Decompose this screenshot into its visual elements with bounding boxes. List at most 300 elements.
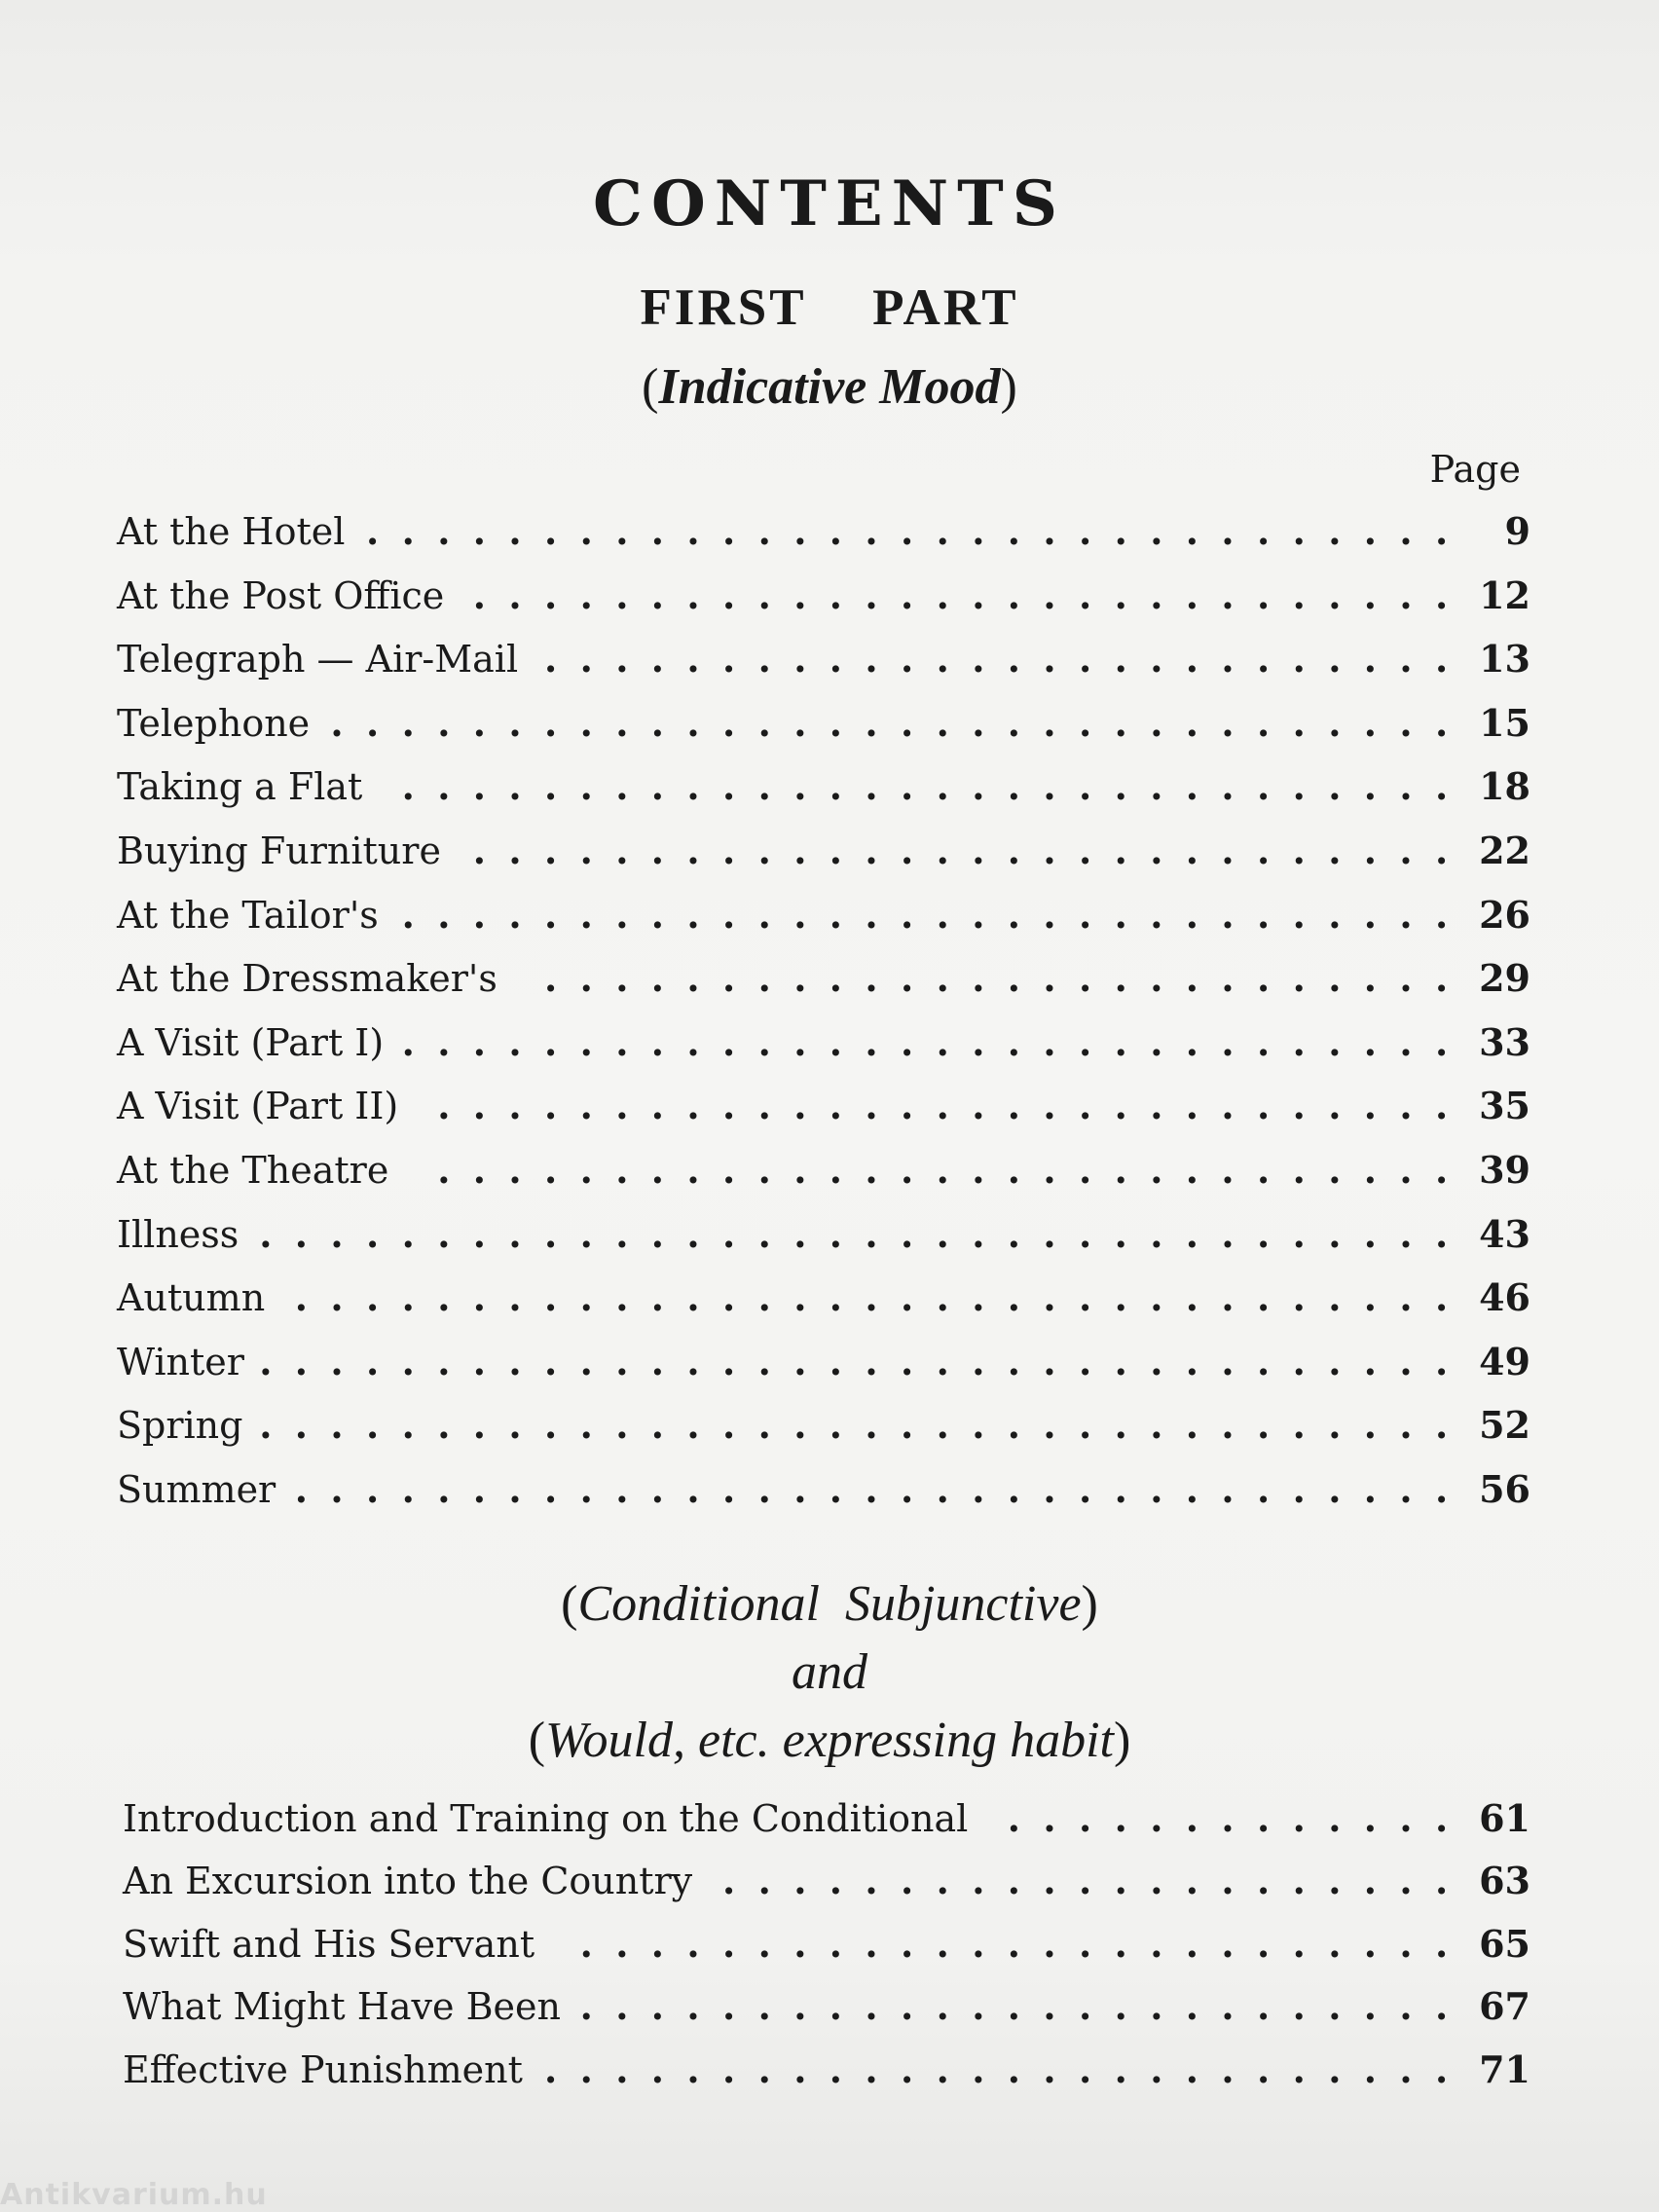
leader-dot: . bbox=[793, 572, 807, 617]
leader-dot: . bbox=[686, 764, 700, 809]
toc-entry-page: 12 bbox=[1479, 572, 1530, 617]
leader-dot: . bbox=[1257, 956, 1271, 1001]
leader-dot: . bbox=[579, 1984, 593, 2029]
leader-dot: . bbox=[1114, 1211, 1127, 1256]
leader-dot: . bbox=[972, 1921, 985, 1966]
leader-dot: . bbox=[1079, 509, 1092, 553]
toc-entry bbox=[117, 628, 1530, 690]
leader-dot: . bbox=[757, 1984, 771, 2029]
leader-dot: . bbox=[1399, 572, 1413, 617]
leader-dot: . bbox=[1399, 1467, 1413, 1511]
leader-dot: . bbox=[1043, 509, 1056, 553]
leader-dot: . bbox=[1150, 1084, 1163, 1128]
leader-dot: . bbox=[901, 572, 914, 617]
leader-dot: . bbox=[793, 1148, 807, 1192]
leader-dot: . bbox=[1399, 2046, 1413, 2091]
leader-dot: . bbox=[401, 892, 415, 937]
leader-dot: . bbox=[1363, 1211, 1378, 1256]
leader-dot: . bbox=[1257, 1019, 1271, 1064]
leader-dot: . bbox=[1007, 1921, 1021, 1966]
leader-dot: . bbox=[650, 1019, 665, 1064]
leader-dot: . bbox=[972, 1859, 985, 1903]
leader-dot: . bbox=[1292, 892, 1306, 937]
leader-dot: . bbox=[686, 1211, 700, 1256]
leader-dot: . bbox=[1114, 892, 1127, 937]
toc-entry bbox=[117, 947, 1530, 1010]
leader-dot: . bbox=[757, 1275, 771, 1320]
leader-dot: . bbox=[972, 1403, 985, 1448]
leader-dot: . bbox=[901, 1211, 914, 1256]
leader-dot: . bbox=[1043, 1403, 1056, 1448]
leader-dot: . bbox=[1221, 1019, 1235, 1064]
leader-dot: . bbox=[865, 1859, 878, 1903]
leader-dot: . bbox=[1257, 1339, 1271, 1383]
leader-dot: . bbox=[579, 1211, 593, 1256]
leader-dot: . bbox=[1007, 1467, 1021, 1511]
leader-dot: . bbox=[615, 572, 629, 617]
leader-dot: . bbox=[722, 1339, 736, 1383]
leader-dot: . bbox=[901, 1339, 914, 1383]
leader-dot: . bbox=[901, 1019, 914, 1064]
leader-dot: . bbox=[544, 956, 558, 1001]
section-title-line3: Would, etc. expressing habit bbox=[545, 1713, 1114, 1768]
leader-dot: . bbox=[865, 1148, 878, 1192]
leader-dot: . bbox=[972, 892, 985, 937]
leader-dot: . bbox=[865, 764, 878, 809]
leader-dot: . bbox=[1399, 1403, 1413, 1448]
leader-dot: . bbox=[1292, 509, 1306, 553]
leader-dot: . bbox=[508, 764, 522, 809]
section-title-conditional bbox=[0, 1575, 1659, 1633]
leader-dot: . bbox=[686, 1019, 700, 1064]
leader-dot: . bbox=[1114, 1467, 1127, 1511]
leader-dot: . bbox=[722, 1211, 736, 1256]
leader-dot: . bbox=[1399, 1084, 1413, 1128]
leader-dot: . bbox=[1150, 1859, 1163, 1903]
watermark-text: Antikvarium.hu bbox=[0, 2178, 268, 2212]
leader-dot: . bbox=[757, 892, 771, 937]
leader-dot: . bbox=[508, 572, 522, 617]
leader-dot: . bbox=[865, 1084, 878, 1128]
leader-dot: . bbox=[650, 637, 665, 682]
leader-dot: . bbox=[1399, 700, 1413, 745]
leader-dot: . bbox=[972, 829, 985, 872]
leader-dot: . bbox=[1257, 764, 1271, 809]
leader-dot: . bbox=[1007, 509, 1021, 553]
leader-dot: . bbox=[722, 1403, 736, 1448]
leader-dot: . bbox=[1150, 2046, 1163, 2091]
leader-dot: . bbox=[1292, 1403, 1306, 1448]
leader-dot: . bbox=[1328, 2046, 1342, 2091]
leader-dot: . bbox=[579, 1148, 593, 1192]
leader-dot: . bbox=[1079, 956, 1092, 1001]
leader-dot: . bbox=[1292, 829, 1306, 872]
leader-dot: . bbox=[1257, 1403, 1271, 1448]
leader-dot: . bbox=[615, 1467, 629, 1511]
leader-dot: . bbox=[1328, 956, 1342, 1001]
leader-dot: . bbox=[437, 1275, 451, 1320]
close-paren: ) bbox=[1000, 359, 1017, 415]
leader-dot: . bbox=[1257, 572, 1271, 617]
leader-dot: . bbox=[722, 1859, 736, 1903]
leader-dot: . bbox=[1328, 1019, 1342, 1064]
leader-dot: . bbox=[722, 1275, 736, 1320]
leader-dot: . bbox=[330, 1403, 344, 1448]
leader-dot: . bbox=[579, 637, 593, 682]
leader-dot: . bbox=[1150, 700, 1163, 745]
leader-dot: . bbox=[901, 637, 914, 682]
leader-dot: . bbox=[722, 1019, 736, 1064]
leader-dot: . bbox=[437, 764, 451, 809]
leader-dot: . bbox=[1007, 1859, 1021, 1903]
leader-dot: . bbox=[1435, 509, 1449, 553]
leader-dot: . bbox=[901, 1084, 914, 1128]
leader-dot: . bbox=[1435, 1796, 1449, 1840]
leader-dot: . bbox=[1185, 892, 1199, 937]
leader-dot: . bbox=[1114, 764, 1127, 809]
leader-dot: . bbox=[757, 1339, 771, 1383]
leader-dot: . bbox=[1079, 1796, 1092, 1840]
leader-dot: . bbox=[1150, 572, 1163, 617]
leader-dot: . bbox=[1221, 1859, 1235, 1903]
toc-entry bbox=[123, 1975, 1530, 2038]
leader-dot: . bbox=[1114, 1859, 1127, 1903]
leader-dot: . bbox=[544, 637, 558, 682]
leader-dot: . bbox=[1435, 637, 1449, 682]
leader-dot: . bbox=[757, 1211, 771, 1256]
leader-dot: . bbox=[330, 1339, 344, 1383]
leader-dot: . bbox=[936, 637, 949, 682]
leader-dot: . bbox=[1363, 700, 1378, 745]
leader-dot: . bbox=[901, 1921, 914, 1966]
leader-dot: . bbox=[1043, 892, 1056, 937]
leader-dot: . bbox=[793, 1859, 807, 1903]
leader-dot: . bbox=[793, 1339, 807, 1383]
toc-entry-page: 67 bbox=[1479, 1984, 1530, 2029]
leader-dot: . bbox=[972, 1984, 985, 2029]
leader-dot: . bbox=[829, 1084, 843, 1128]
toc-entry bbox=[117, 1075, 1530, 1137]
leader-dot: . bbox=[1221, 1211, 1235, 1256]
leader-dot: . bbox=[1007, 1339, 1021, 1383]
leader-dot: . bbox=[1043, 2046, 1056, 2091]
toc-entry bbox=[117, 1139, 1530, 1201]
leader-dot: . bbox=[829, 1019, 843, 1064]
leader-dot: . bbox=[901, 1984, 914, 2029]
leader-dot: . bbox=[1399, 1859, 1413, 1903]
leader-dot: . bbox=[1007, 1403, 1021, 1448]
leader-dot: . bbox=[1043, 1984, 1056, 2029]
leader-dot: . bbox=[579, 1275, 593, 1320]
leader-dot: . bbox=[330, 1467, 344, 1511]
leader-dot: . bbox=[1114, 1148, 1127, 1192]
leader-dot: . bbox=[544, 764, 558, 809]
leader-dot: . bbox=[686, 2046, 700, 2091]
leader-dot: . bbox=[972, 764, 985, 809]
leader-dot: . bbox=[686, 892, 700, 937]
leader-dot: . bbox=[901, 1275, 914, 1320]
leader-dot: . bbox=[544, 1403, 558, 1448]
leader-dot: . bbox=[1079, 1984, 1092, 2029]
leader-dot: . bbox=[1150, 1467, 1163, 1511]
leader-dot: . bbox=[901, 892, 914, 937]
leader-dot: . bbox=[1399, 956, 1413, 1001]
toc-entry-title: Buying Furniture bbox=[117, 830, 441, 872]
leader-dot: . bbox=[972, 2046, 985, 2091]
leader-dot: . bbox=[1363, 1467, 1378, 1511]
leader-dot: . bbox=[366, 700, 380, 745]
leader-dot: . bbox=[579, 572, 593, 617]
leader-dot: . bbox=[722, 956, 736, 1001]
leader-dot: . bbox=[579, 956, 593, 1001]
leader-dot: . bbox=[508, 700, 522, 745]
leader-dot: . bbox=[615, 509, 629, 553]
leader-dot: . bbox=[793, 1984, 807, 2029]
leader-dot: . bbox=[1007, 1796, 1021, 1840]
leader-dot: . bbox=[1328, 1339, 1342, 1383]
toc-entry-title: Telegraph — Air-Mail bbox=[117, 638, 519, 682]
leader-dot: . bbox=[1435, 1859, 1449, 1903]
leader-dot: . bbox=[972, 700, 985, 745]
leader-dot: . bbox=[936, 1859, 949, 1903]
toc-entry-page: 9 bbox=[1504, 509, 1530, 553]
leader-dot: . bbox=[1185, 572, 1199, 617]
leader-dot: . bbox=[686, 572, 700, 617]
leader-dot: . bbox=[1328, 700, 1342, 745]
toc-entry-title: An Excursion into the Country bbox=[123, 1860, 693, 1903]
toc-entry-page: 49 bbox=[1479, 1339, 1530, 1383]
leader-dot: . bbox=[1328, 1275, 1342, 1320]
leader-dot: . bbox=[650, 1467, 665, 1511]
leader-dot: . bbox=[615, 1984, 629, 2029]
leader-dot: . bbox=[366, 1403, 380, 1448]
leader-dot: . bbox=[1363, 764, 1378, 809]
toc-entry-title: A Visit (Part II) bbox=[117, 1085, 399, 1128]
leader-dot: . bbox=[437, 1403, 451, 1448]
leader-dot: . bbox=[936, 1467, 949, 1511]
leader-dot: . bbox=[1043, 572, 1056, 617]
toc-entry bbox=[117, 1267, 1530, 1329]
leader-dot: . bbox=[686, 1275, 700, 1320]
leader-dot: . bbox=[901, 1403, 914, 1448]
leader-dot: . bbox=[1007, 1084, 1021, 1128]
leader-dot: . bbox=[1114, 700, 1127, 745]
leader-dot: . bbox=[1292, 764, 1306, 809]
leader-dot: . bbox=[1328, 1084, 1342, 1128]
leader-dot: . bbox=[757, 1921, 771, 1966]
leader-dot: . bbox=[437, 1148, 451, 1192]
leader-dot: . bbox=[1435, 829, 1449, 872]
leader-dot: . bbox=[865, 1339, 878, 1383]
leader-dot: . bbox=[1328, 1796, 1342, 1840]
leader-dot: . bbox=[615, 956, 629, 1001]
leader-dot: . bbox=[544, 1019, 558, 1064]
leader-dot: . bbox=[1221, 2046, 1235, 2091]
leader-dot: . bbox=[437, 892, 451, 937]
leader-dot: . bbox=[757, 1403, 771, 1448]
leader-dot: . bbox=[1257, 1984, 1271, 2029]
leader-dot: . bbox=[1328, 637, 1342, 682]
leader-dot: . bbox=[1363, 637, 1378, 682]
leader-dot: . bbox=[865, 637, 878, 682]
leader-dot: . bbox=[1221, 700, 1235, 745]
leader-dot: . bbox=[1221, 1275, 1235, 1320]
leader-dot: . bbox=[508, 892, 522, 937]
leader-dot: . bbox=[1043, 1275, 1056, 1320]
leader-dot: . bbox=[1221, 956, 1235, 1001]
leader-dot: . bbox=[1292, 1148, 1306, 1192]
leader-dot: . bbox=[1257, 509, 1271, 553]
leader-dot: . bbox=[1435, 700, 1449, 745]
leader-dot: . bbox=[544, 1467, 558, 1511]
leader-dot: . bbox=[1079, 637, 1092, 682]
leader-dot: . bbox=[508, 1211, 522, 1256]
leader-dot: . bbox=[579, 1084, 593, 1128]
leader-dot: . bbox=[686, 956, 700, 1001]
leader-dot: . bbox=[757, 509, 771, 553]
leader-dot: . bbox=[579, 1019, 593, 1064]
toc-entry-title: Autumn bbox=[117, 1276, 266, 1320]
leader-dot: . bbox=[1435, 1019, 1449, 1064]
leader-dot: . bbox=[1114, 1796, 1127, 1840]
toc-entry-page: 65 bbox=[1479, 1921, 1530, 1966]
leader-dot: . bbox=[401, 1339, 415, 1383]
leader-dot: . bbox=[1399, 829, 1413, 872]
toc-entry bbox=[117, 1012, 1530, 1074]
leader-dot: . bbox=[1079, 1275, 1092, 1320]
leader-dot: . bbox=[544, 2046, 558, 2091]
leader-dot: . bbox=[1292, 1211, 1306, 1256]
leader-dot: . bbox=[901, 1859, 914, 1903]
leader-dot: . bbox=[472, 1211, 487, 1256]
leader-dot: . bbox=[936, 956, 949, 1001]
leader-dot: . bbox=[1435, 1921, 1449, 1966]
leader-dot: . bbox=[1185, 1984, 1199, 2029]
toc-entry-title: What Might Have Been bbox=[123, 1985, 561, 2029]
leader-dot: . bbox=[901, 1467, 914, 1511]
leader-dot: . bbox=[793, 829, 807, 872]
leader-dot: . bbox=[366, 1211, 380, 1256]
leader-dot: . bbox=[472, 1339, 487, 1383]
toc-entry-page: 46 bbox=[1479, 1275, 1530, 1320]
toc-entry-page: 56 bbox=[1479, 1467, 1530, 1511]
leader-dot: . bbox=[865, 892, 878, 937]
leader-dot: . bbox=[259, 1339, 273, 1383]
leader-dot: . bbox=[1007, 1984, 1021, 2029]
leader-dot: . bbox=[972, 1275, 985, 1320]
leader-dot: . bbox=[1399, 637, 1413, 682]
leader-dot: . bbox=[1399, 1275, 1413, 1320]
leader-dot: . bbox=[1221, 1339, 1235, 1383]
toc-entry bbox=[123, 1850, 1530, 1912]
leader-dot: . bbox=[1150, 829, 1163, 872]
leader-dot: . bbox=[1399, 892, 1413, 937]
leader-dot: . bbox=[1221, 1467, 1235, 1511]
section-title-and: and bbox=[792, 1644, 867, 1700]
leader-dot: . bbox=[1363, 1984, 1378, 2029]
leader-dot: . bbox=[865, 509, 878, 553]
leader-dot: . bbox=[722, 829, 736, 872]
leader-dot: . bbox=[901, 956, 914, 1001]
leader-dot: . bbox=[1185, 1148, 1199, 1192]
leader-dot: . bbox=[722, 572, 736, 617]
toc-entry bbox=[123, 1913, 1530, 1975]
leader-dot: . bbox=[1399, 1211, 1413, 1256]
leader-dot: . bbox=[829, 637, 843, 682]
leader-dot: . bbox=[1043, 700, 1056, 745]
leader-dot: . bbox=[829, 1275, 843, 1320]
leader-dot: . bbox=[1150, 637, 1163, 682]
leader-dot: . bbox=[1292, 700, 1306, 745]
leader-dot: . bbox=[1363, 1403, 1378, 1448]
leader-dot: . bbox=[865, 2046, 878, 2091]
leader-dot: . bbox=[722, 1984, 736, 2029]
leader-dot: . bbox=[1292, 1275, 1306, 1320]
open-paren: ( bbox=[528, 1713, 546, 1768]
leader-dot: . bbox=[650, 700, 665, 745]
leader-dot: . bbox=[722, 1148, 736, 1192]
leader-dot: . bbox=[1257, 892, 1271, 937]
leader-dot: . bbox=[579, 700, 593, 745]
leader-dot: . bbox=[1079, 572, 1092, 617]
leader-dot: . bbox=[1328, 572, 1342, 617]
leader-dot: . bbox=[1079, 1403, 1092, 1448]
leader-dot: . bbox=[829, 1921, 843, 1966]
leader-dot: . bbox=[829, 700, 843, 745]
leader-dot: . bbox=[1399, 1921, 1413, 1966]
leader-dot: . bbox=[1257, 1467, 1271, 1511]
leader-dot: . bbox=[722, 892, 736, 937]
leader-dot: . bbox=[1007, 829, 1021, 872]
leader-dot: . bbox=[972, 956, 985, 1001]
leader-dot: . bbox=[1257, 637, 1271, 682]
leader-dot: . bbox=[1257, 1211, 1271, 1256]
leader-dot: . bbox=[1185, 1275, 1199, 1320]
leader-dot: . bbox=[1079, 1859, 1092, 1903]
leader-dot: . bbox=[650, 1275, 665, 1320]
toc-entry bbox=[117, 820, 1530, 882]
leader-dot: . bbox=[544, 1211, 558, 1256]
leader-dot: . bbox=[615, 1403, 629, 1448]
leader-dot: . bbox=[1257, 700, 1271, 745]
toc-entry-title: Effective Punishment bbox=[123, 2047, 523, 2091]
leader-dot: . bbox=[508, 1467, 522, 1511]
leader-dot: . bbox=[1185, 1403, 1199, 1448]
leader-dot: . bbox=[1150, 1275, 1163, 1320]
leader-dot: . bbox=[829, 1339, 843, 1383]
toc-entry bbox=[117, 565, 1530, 627]
leader-dot: . bbox=[686, 509, 700, 553]
leader-dot: . bbox=[1363, 892, 1378, 937]
toc-entry-title: Winter bbox=[117, 1340, 244, 1383]
leader-dot: . bbox=[579, 829, 593, 872]
close-paren: ) bbox=[1113, 1713, 1131, 1768]
leader-dot: . bbox=[1328, 1921, 1342, 1966]
leader-dot: . bbox=[1150, 1984, 1163, 2029]
toc-entry bbox=[117, 500, 1530, 563]
toc-entry-page: 18 bbox=[1479, 764, 1530, 809]
leader-dot: . bbox=[579, 1339, 593, 1383]
leader-dot: . bbox=[865, 1211, 878, 1256]
leader-dot: . bbox=[1399, 1019, 1413, 1064]
leader-dot: . bbox=[330, 700, 344, 745]
leader-dot: . bbox=[437, 1084, 451, 1128]
open-paren: ( bbox=[561, 1576, 578, 1632]
leader-dot: . bbox=[650, 572, 665, 617]
toc-entry-page: 15 bbox=[1479, 700, 1530, 745]
leader-dot: . bbox=[579, 1403, 593, 1448]
leader-dot: . bbox=[1185, 637, 1199, 682]
